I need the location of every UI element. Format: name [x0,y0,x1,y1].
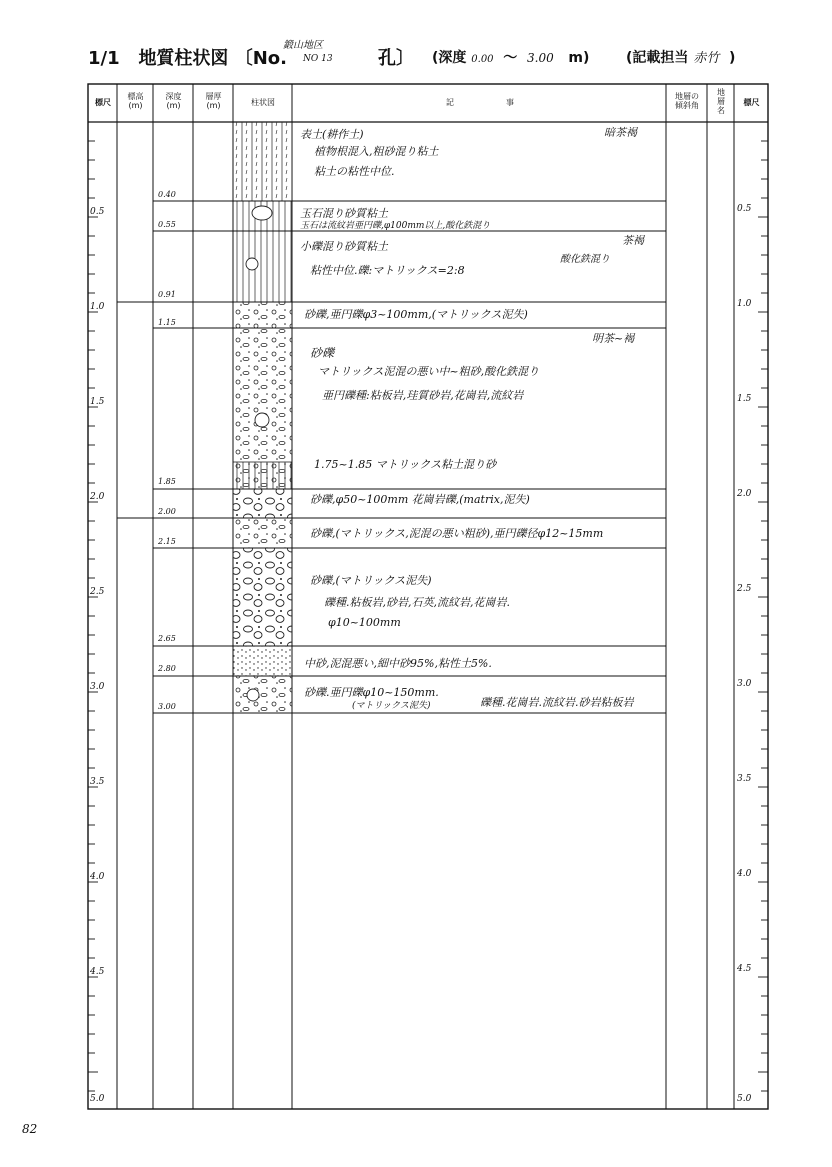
header-thickness-unit: (m) [206,101,221,110]
depth-range-label: (深度 [432,50,467,66]
scale-left-label: 4.0 [90,872,105,882]
depth-range-to: 3.00 [527,51,554,65]
layer-desc-line: 玉石は流紋岩亜円礫,φ100mm以上,酸化鉄混り [300,221,491,231]
scale-right-label: 5.0 [737,1094,752,1104]
depth-value: 2.80 [158,664,176,673]
layer-desc-line: 礫種.粘板岩,砂岩,石英,流紋岩,花崗岩. [324,596,510,609]
layer-desc-line: 中砂,泥混悪い,細中砂95%,粘性土5%. [304,657,492,670]
header-dip [667,92,707,110]
layer-desc-line: 粘性中位.礫:マトリックス=2:8 [310,264,465,277]
sheet-number: 1/1 [88,48,120,69]
header-elevation-label: 標高 [127,92,144,101]
recorder-close: ) [729,50,736,66]
header-elevation-unit: (m) [128,101,143,110]
layer-color: 暗茶褐 [604,126,637,139]
scale-right-label: 2.5 [737,584,752,594]
scale-left-label: 3.0 [90,682,105,692]
scale-left-label: 1.0 [90,302,105,312]
header-desc-2: 事 [506,98,514,107]
scale-left-label: 1.5 [90,397,105,407]
layer-desc-line: 植物根混入,粗砂混り粘土 [314,145,439,158]
hole-number: NO 13 [303,54,333,64]
layer-desc-line: 砂礫 [310,346,335,360]
scale-right-label: 4.0 [737,869,752,879]
layer-desc-line: 砂礫,亜円礫φ3~100mm,(マトリックス泥失) [304,308,528,321]
scale-right-label: 1.5 [737,394,752,404]
depth-value: 0.55 [158,220,176,229]
depth-value: 1.15 [158,318,176,327]
title-no-prefix: 〔No. [234,48,287,69]
header-dip-2: 傾斜角 [675,101,699,110]
header-thickness-label: 層厚 [205,92,222,101]
scale-right-label: 3.5 [737,774,752,784]
layer-desc-line: 粘土の粘性中位. [314,165,395,178]
layer-desc-line: マトリックス泥混の悪い中~粗砂,酸化鉄混り [318,365,540,378]
site-name: 鍛山地区 [283,40,323,51]
layer-desc-line: 砂礫,(マトリックス泥失) [310,574,432,587]
scale-left-label: 2.0 [90,492,105,502]
layer-desc-line: 表土(耕作土) [300,128,364,141]
layer-desc-line: 1.75~1.85 マトリックス粘土混り砂 [314,458,497,471]
page-number: 82 [22,1122,38,1136]
header-elevation [118,92,153,110]
depth-value: 2.15 [158,537,176,546]
scale-left-label: 2.5 [90,587,105,597]
header-depth-label: 深度 [165,92,182,101]
depth-value: 3.00 [158,702,176,711]
scale-right-label: 0.5 [737,204,752,214]
depth-value: 0.40 [158,190,176,199]
depth-range-from: 0.00 [471,54,494,65]
depth-value: 2.65 [158,634,176,643]
layer-desc-line: 玉石混り砂質粘土 [300,207,388,220]
layer-color-note: 酸化鉄混り [560,254,610,265]
header-layer-name-3: 名 [717,106,725,115]
layer-color: 茶褐 [622,234,644,247]
depth-range-tilde: 〜 [503,50,518,66]
header-scale-right: 標尺 [743,98,760,107]
layer-desc-line: 亜円礫種:粘板岩,珪質砂岩,花崗岩,流紋岩 [322,389,524,402]
header-scale-left: 標尺 [95,98,111,107]
layer-desc-line: (マトリックス泥失) [352,701,431,711]
scale-right-label: 4.5 [737,964,752,974]
scale-right-label: 1.0 [737,299,752,309]
depth-value: 1.85 [158,477,176,486]
scale-left-label: 4.5 [90,967,105,977]
depth-value: 2.00 [158,507,176,516]
header-layer-name-1: 地 [717,88,725,97]
header-column: 柱状図 [251,98,275,107]
header-thickness [194,92,233,110]
layer-desc-line: φ10~100mm [328,616,401,629]
header-dip-1: 地層の [675,92,699,101]
depth-range-unit: m) [568,50,590,66]
scale-left-label: 5.0 [90,1094,105,1104]
scale-left-label: 0.5 [90,207,105,217]
header-depth-unit: (m) [166,101,181,110]
layer-desc-line: 礫種.花崗岩.流紋岩.砂岩粘板岩 [480,696,634,709]
header-layer-name [708,88,734,115]
header-depth [154,92,193,110]
recorder-name: 赤竹 [693,51,720,66]
hole-suffix: 孔〕 [378,48,414,69]
scale-left-label: 3.5 [90,777,105,787]
scale-right-label: 3.0 [737,679,752,689]
layer-desc-line: 砂礫,(マトリックス,泥混の悪い粗砂),亜円礫径φ12~15mm [310,527,604,540]
layer-desc-line: 砂礫,φ50~100mm 花崗岩礫,(matrix,泥失) [310,493,530,506]
header-desc-1: 記 [446,98,454,107]
header-layer-name-2: 層 [717,97,725,106]
depth-value: 0.91 [158,290,176,299]
title-text: 地質柱状図 [138,48,229,69]
layer-color: 明茶~褐 [592,332,635,345]
layer-desc-line: 砂礫.亜円礫φ10~150mm. [304,686,439,699]
layer-desc-line: 小礫混り砂質粘土 [300,240,388,253]
scale-right-label: 2.0 [737,489,752,499]
recorder-label: (記載担当 [626,50,689,66]
